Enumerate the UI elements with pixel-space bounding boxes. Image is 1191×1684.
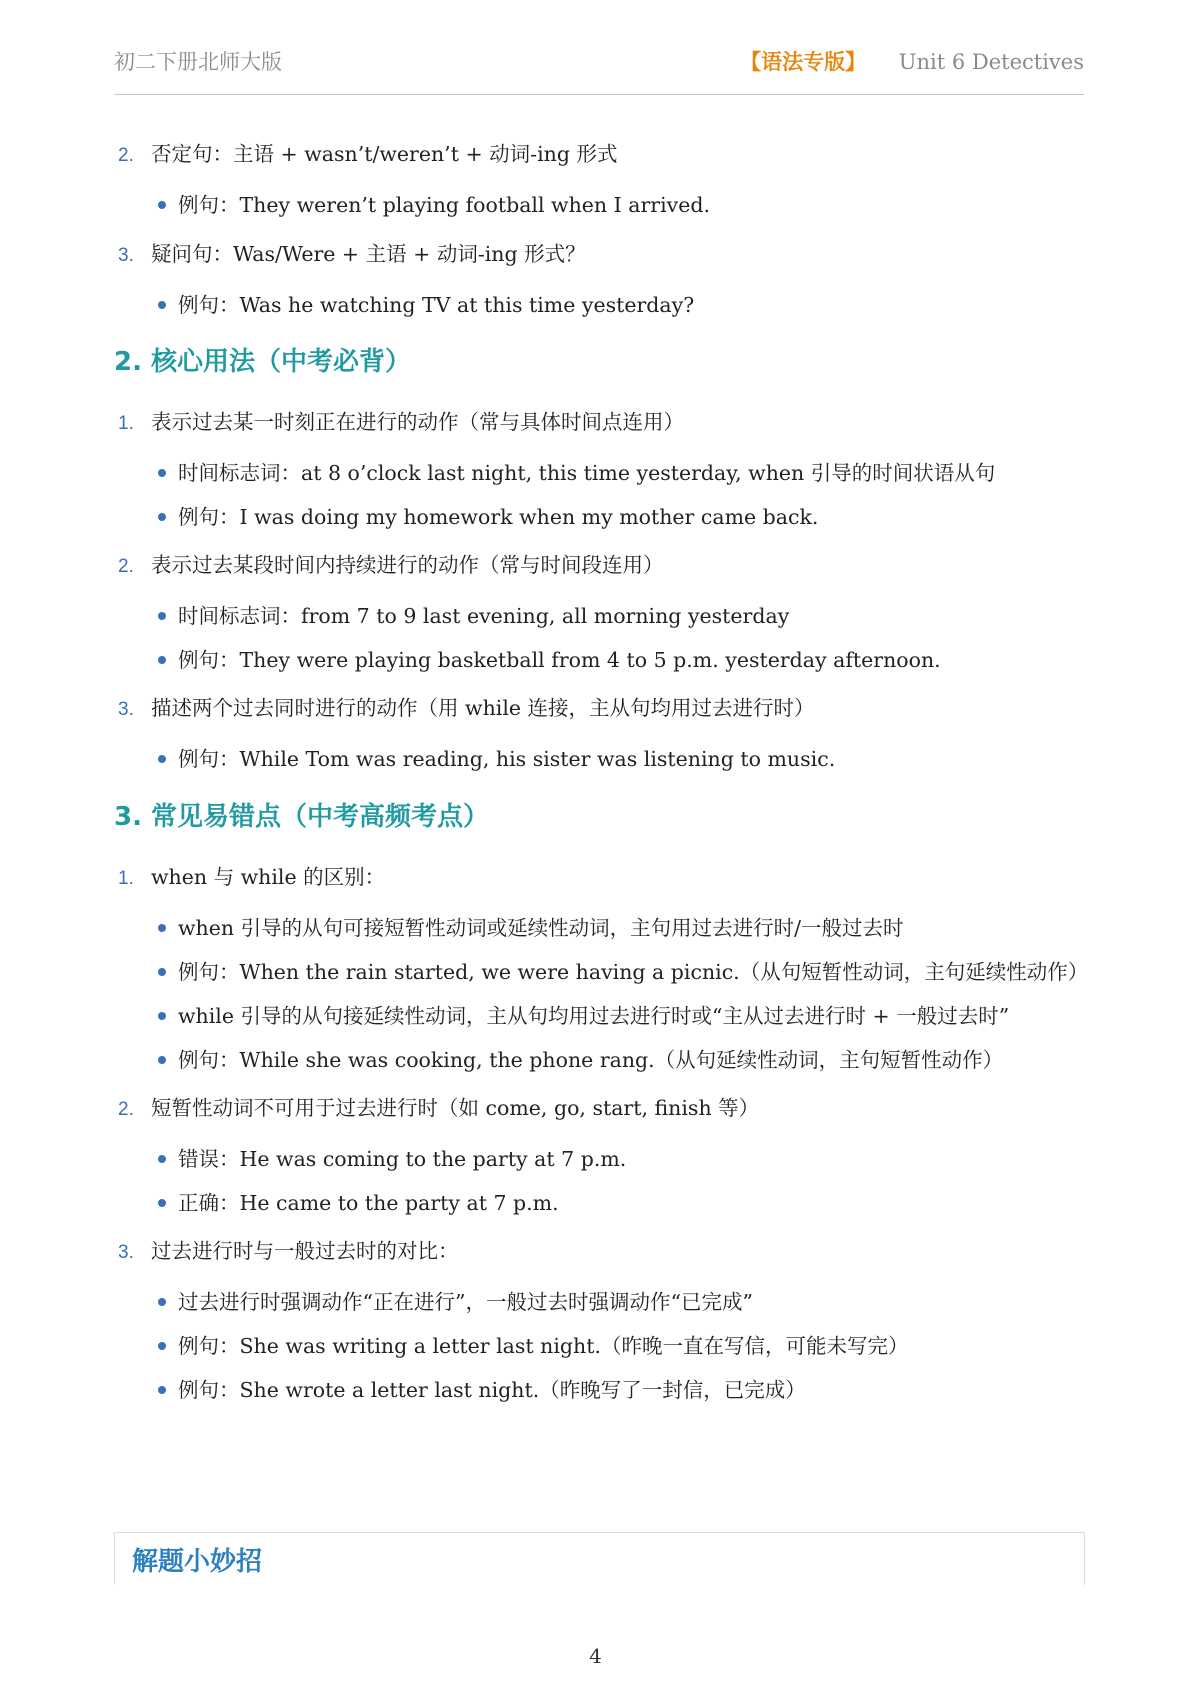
bullet-item: 例句：I was doing my homework when my mother came back. bbox=[114, 503, 1084, 531]
bullet-item: 例句：When the rain started, we were having a picnic.（从句短暂性动词，主句延续性动作） bbox=[114, 958, 1084, 986]
bullet-dot-icon bbox=[158, 201, 166, 209]
section-heading: 3. 常见易错点（中考高频考点） bbox=[114, 802, 490, 832]
item-number: 2. bbox=[118, 145, 134, 166]
bullet-list bbox=[114, 459, 1084, 531]
page-number: 4 bbox=[589, 1644, 602, 1668]
bullet-item: 例句：While Tom was reading, his sister was listening to music. bbox=[114, 745, 1084, 773]
bullet-item: 例句：Was he watching TV at this time yesterday? bbox=[114, 291, 1084, 319]
bullet-dot-icon bbox=[158, 1155, 166, 1163]
bullet-item: 例句：She wrote a letter last night.（昨晚写了一封信，已完成） bbox=[114, 1376, 1084, 1404]
item-text: 否定句：主语 + wasn’t/weren’t + 动词-ing 形式 bbox=[151, 142, 618, 166]
item-text: 疑问句：Was/Were + 主语 + 动词-ing 形式？ bbox=[151, 242, 586, 266]
bullet-item: 例句：She was writing a letter last night.（昨晚一直在写信，可能未写完） bbox=[114, 1332, 1084, 1360]
book-title: 初二下册北师大版 bbox=[114, 50, 282, 74]
bullet-dot-icon bbox=[158, 1386, 166, 1394]
bullet-dot-icon bbox=[158, 612, 166, 620]
list-item: 1. when 与 while 的区别： bbox=[118, 865, 386, 889]
bullet-item: 例句：They were playing basketball from 4 to 5 p.m. yesterday afternoon. bbox=[114, 646, 1084, 674]
bullet-list bbox=[114, 1145, 1084, 1217]
bullet-item: 正确：He came to the party at 7 p.m. bbox=[114, 1189, 1084, 1217]
bullet-dot-icon bbox=[158, 968, 166, 976]
bullet-dot-icon bbox=[158, 469, 166, 477]
bullet-item: while 引导的从句接延续性动词，主从句均用过去进行时或“主从过去进行时 + 一般过去时” bbox=[114, 1002, 1084, 1030]
list-item: 2. 表示过去某段时间内持续进行的动作（常与时间段连用） bbox=[118, 553, 664, 577]
bullet-list bbox=[114, 745, 1084, 773]
bullet-dot-icon bbox=[158, 924, 166, 932]
main-content bbox=[114, 140, 1089, 1404]
bullet-dot-icon bbox=[158, 1199, 166, 1207]
list-item: 3. 过去进行时与一般过去时的对比： bbox=[118, 1239, 459, 1263]
edition-tag: 【语法专版】 bbox=[740, 49, 867, 74]
list-item bbox=[114, 240, 1084, 270]
bullet-item: 例句：While she was cooking, the phone rang.（从句延续性动词，主句短暂性动作） bbox=[114, 1046, 1084, 1074]
list-item bbox=[114, 140, 1084, 170]
bullet-item: when 引导的从句可接短暂性动词或延续性动词，主句用过去进行时/一般过去时 bbox=[114, 914, 1084, 942]
bullet-list bbox=[114, 914, 1089, 1074]
bullet-dot-icon bbox=[158, 1298, 166, 1306]
bullet-item: 时间标志词：at 8 o’clock last night, this time yesterday, when 引导的时间状语从句 bbox=[114, 459, 1084, 487]
bullet-dot-icon bbox=[158, 1056, 166, 1064]
header-right bbox=[740, 46, 1084, 76]
list-item: 1. 表示过去某一时刻正在进行的动作（常与具体时间点连用） bbox=[118, 410, 684, 434]
bullet-dot-icon bbox=[158, 1342, 166, 1350]
bullet-dot-icon bbox=[158, 1012, 166, 1020]
bullet-dot-icon bbox=[158, 755, 166, 763]
bullet-dot-icon bbox=[158, 513, 166, 521]
bullet-item: 过去进行时强调动作“正在进行”，一般过去时强调动作“已完成” bbox=[114, 1288, 1084, 1316]
bullet-list bbox=[114, 291, 1084, 319]
unit-title: Unit 6 Detectives bbox=[898, 50, 1084, 74]
bullet-list bbox=[114, 602, 1084, 674]
bullet-dot-icon bbox=[158, 301, 166, 309]
bullet-item: 例句：They weren’t playing football when I arrived. bbox=[114, 191, 1084, 219]
item-number: 3. bbox=[118, 245, 134, 266]
bullet-dot-icon bbox=[158, 656, 166, 664]
tips-box bbox=[114, 1532, 1085, 1585]
bullet-item: 时间标志词：from 7 to 9 last evening, all morning yesterday bbox=[114, 602, 1084, 630]
bullet-list bbox=[114, 191, 1084, 219]
page-header bbox=[114, 44, 1084, 95]
section-heading: 2. 核心用法（中考必背） bbox=[114, 347, 412, 377]
list-item: 3. 描述两个过去同时进行的动作（用 while 连接，主从句均用过去进行时） bbox=[118, 696, 815, 720]
bullet-item: 错误：He was coming to the party at 7 p.m. bbox=[114, 1145, 1084, 1173]
list-item: 2. 短暂性动词不可用于过去进行时（如 come, go, start, finish 等） bbox=[118, 1096, 760, 1120]
bullet-list bbox=[114, 1288, 1084, 1404]
tips-title: 解题小妙招 bbox=[132, 1547, 263, 1577]
